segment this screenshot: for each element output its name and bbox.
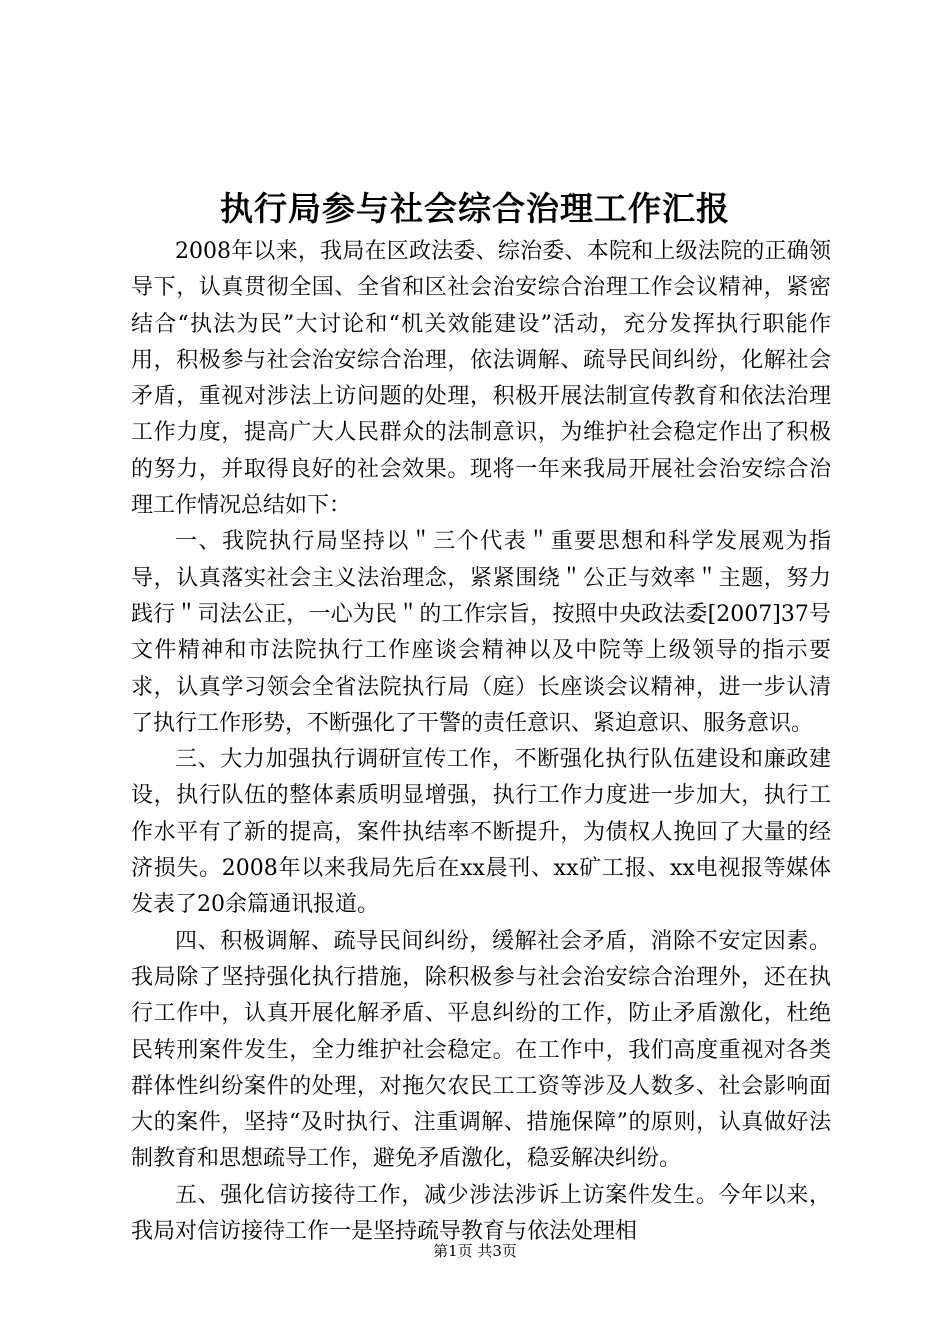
document-title: 执行局参与社会综合治理工作汇报 (220, 189, 730, 228)
paragraph-section-3: 三、大力加强执行调研宣传工作，不断强化执行队伍建设和廉政建设，执行队伍的整体素质明显增强，执行工作力度进一步加大，执行工作水平有了新的提高，案件执结率不断提升，为债权人挽回了大量的经济损失。2008年以来我局先后在xx晨刊、xx矿工报、xx电视报等媒体发表了20余篇通讯报道。 (131, 747, 831, 918)
page-number-footer: 第1页 共3页 (433, 1242, 517, 1260)
paragraph-intro: 2008年以来，我局在区政法委、综治委、本院和上级法院的正确领导下，认真贯彻全国、全省和区社会治安综合治理工作会议精神，紧密结合“执法为民”大讨论和“机关效能建设”活动，充分发挥执行职能作用，积极参与社会治安综合治理，依法调解、疏导民间纠纷，化解社会矛盾，重视对涉法上访问题的处理，积极开展法制宣传教育和依法治理工作力度，提高广大人民群众的法制意识，为维护社会稳定作出了积极的努力，并取得良好的社会效果。现将一年来我局开展社会治安综合治理工作情况总结如下： (131, 239, 831, 519)
paragraph-section-5: 五、强化信访接待工作，减少涉法涉诉上访案件发生。今年以来，我局对信访接待工作一是坚持疏导教育与依法处理相 (131, 1182, 831, 1245)
paragraph-section-4: 四、积极调解、疏导民间纠纷，缓解社会矛盾，消除不安定因素。我局除了坚持强化执行措施，除积极参与社会治安综合治理外，还在执行工作中，认真开展化解矛盾、平息纠纷的工作，防止矛盾激化，杜绝民转刑案件发生，全力维护社会稳定。在工作中，我们高度重视对各类群体性纠纷案件的处理，对拖欠农民工工资等涉及人数多、社会影响面大的案件，坚持“及时执行、注重调解、措施保障”的原则，认真做好法制教育和思想疏导工作，避免矛盾激化，稳妥解决纠纷。 (131, 928, 831, 1172)
paragraph-section-1: 一、我院执行局坚持以＂三个代表＂重要思想和科学发展观为指导，认真落实社会主义法治理念，紧紧围绕＂公正与效率＂主题，努力践行＂司法公正，一心为民＂的工作宗旨，按照中央政法委[2007]37号文件精神和市法院执行工作座谈会精神以及中院等上级领导的指示要求，认真学习领会全省法院执行局（庭）长座谈会议精神，进一步认清了执行工作形势，不断强化了干警的责任意识、紧迫意识、服务意识。 (131, 529, 831, 736)
document-body (131, 234, 831, 1250)
